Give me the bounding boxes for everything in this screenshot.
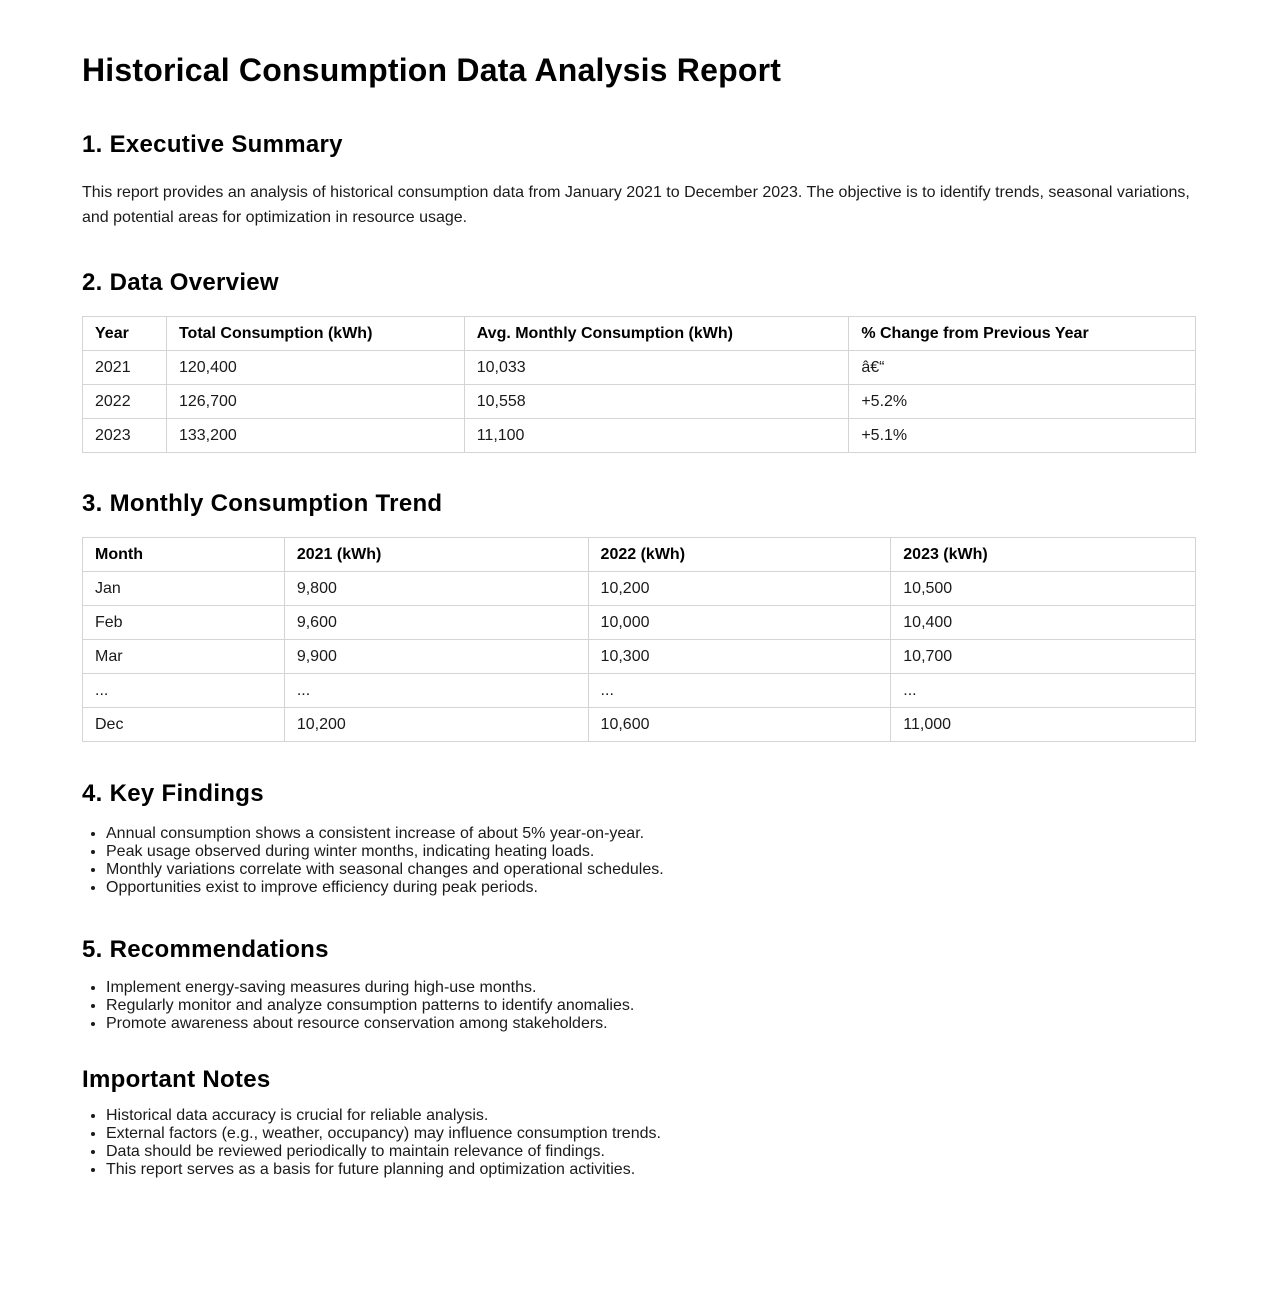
important-notes-heading: Important Notes — [82, 1066, 271, 1093]
table-cell: 10,033 — [464, 351, 849, 385]
table-cell: 11,000 — [891, 708, 1196, 742]
column-header: % Change from Previous Year — [849, 317, 1196, 351]
column-header: 2021 (kWh) — [284, 538, 588, 572]
table-cell: 10,300 — [588, 640, 891, 674]
table-cell: ... — [284, 674, 588, 708]
list-item: • Regularly monitor and analyze consumption patterns to identify anomalies. — [106, 997, 1196, 1015]
table-cell: Mar — [83, 640, 285, 674]
table-cell: 2022 — [83, 385, 167, 419]
table-cell: 133,200 — [166, 419, 464, 453]
list-item: • Monthly variations correlate with seasonal changes and operational schedules. — [106, 861, 1196, 879]
table-cell: ... — [891, 674, 1196, 708]
table-row — [83, 674, 1196, 708]
table-cell: 9,800 — [284, 572, 588, 606]
table-cell: Jan — [83, 572, 285, 606]
table-cell: 10,400 — [891, 606, 1196, 640]
table-cell: 10,600 — [588, 708, 891, 742]
column-header: Year — [83, 317, 167, 351]
table-cell: 9,900 — [284, 640, 588, 674]
list-item: • Peak usage observed during winter months, indicating heating loads. — [106, 843, 1196, 861]
table-cell: â€“ — [849, 351, 1196, 385]
table-row — [83, 419, 1196, 453]
executive-summary-text: This report provides an analysis of historical consumption data from January 2021 to December 2023. The objective is to identify trends, seasonal variations, and potential areas for optimization in resource usage. — [82, 184, 1190, 226]
table-header-row — [83, 317, 1196, 351]
column-header: Month — [83, 538, 285, 572]
table-cell: +5.2% — [849, 385, 1196, 419]
recommendations-heading: 5. Recommendations — [82, 936, 329, 963]
table-row — [83, 572, 1196, 606]
list-item: • Promote awareness about resource conservation among stakeholders. — [106, 1015, 1196, 1033]
table-cell: 10,700 — [891, 640, 1196, 674]
important-notes-list — [82, 1107, 1196, 1179]
column-header: Total Consumption (kWh) — [166, 317, 464, 351]
key-findings-heading: 4. Key Findings — [82, 780, 264, 807]
data-overview-table — [82, 316, 1196, 453]
table-row — [83, 606, 1196, 640]
key-findings-list — [82, 825, 1196, 897]
table-cell: 120,400 — [166, 351, 464, 385]
table-cell: 10,558 — [464, 385, 849, 419]
table-cell: +5.1% — [849, 419, 1196, 453]
table-cell: 2023 — [83, 419, 167, 453]
list-item: • Data should be reviewed periodically to maintain relevance of findings. — [106, 1143, 1196, 1161]
executive-summary-heading: 1. Executive Summary — [82, 131, 343, 158]
table-cell: 126,700 — [166, 385, 464, 419]
table-cell: 9,600 — [284, 606, 588, 640]
table-cell: 10,200 — [588, 572, 891, 606]
table-row — [83, 351, 1196, 385]
page-title: Historical Consumption Data Analysis Report — [82, 52, 782, 88]
list-item: • Annual consumption shows a consistent increase of about 5% year-on-year. — [106, 825, 1196, 843]
monthly-trend-table — [82, 537, 1196, 742]
data-overview-heading: 2. Data Overview — [82, 269, 279, 296]
table-row — [83, 385, 1196, 419]
list-item: • External factors (e.g., weather, occupancy) may influence consumption trends. — [106, 1125, 1196, 1143]
table-row — [83, 640, 1196, 674]
table-header-row — [83, 538, 1196, 572]
table-cell: 11,100 — [464, 419, 849, 453]
list-item: • Implement energy-saving measures during high-use months. — [106, 979, 1196, 997]
column-header: Avg. Monthly Consumption (kWh) — [464, 317, 849, 351]
table-cell: ... — [588, 674, 891, 708]
list-item: • Opportunities exist to improve efficiency during peak periods. — [106, 879, 1196, 897]
column-header: 2023 (kWh) — [891, 538, 1196, 572]
table-cell: ... — [83, 674, 285, 708]
list-item: • Historical data accuracy is crucial for reliable analysis. — [106, 1107, 1196, 1125]
list-item: • This report serves as a basis for future planning and optimization activities. — [106, 1161, 1196, 1179]
table-cell: 10,500 — [891, 572, 1196, 606]
table-cell: 10,000 — [588, 606, 891, 640]
recommendations-list — [82, 979, 1196, 1033]
column-header: 2022 (kWh) — [588, 538, 891, 572]
table-cell: Dec — [83, 708, 285, 742]
table-cell: 2021 — [83, 351, 167, 385]
table-cell: 10,200 — [284, 708, 588, 742]
table-row — [83, 708, 1196, 742]
monthly-trend-heading: 3. Monthly Consumption Trend — [82, 490, 443, 517]
table-cell: Feb — [83, 606, 285, 640]
